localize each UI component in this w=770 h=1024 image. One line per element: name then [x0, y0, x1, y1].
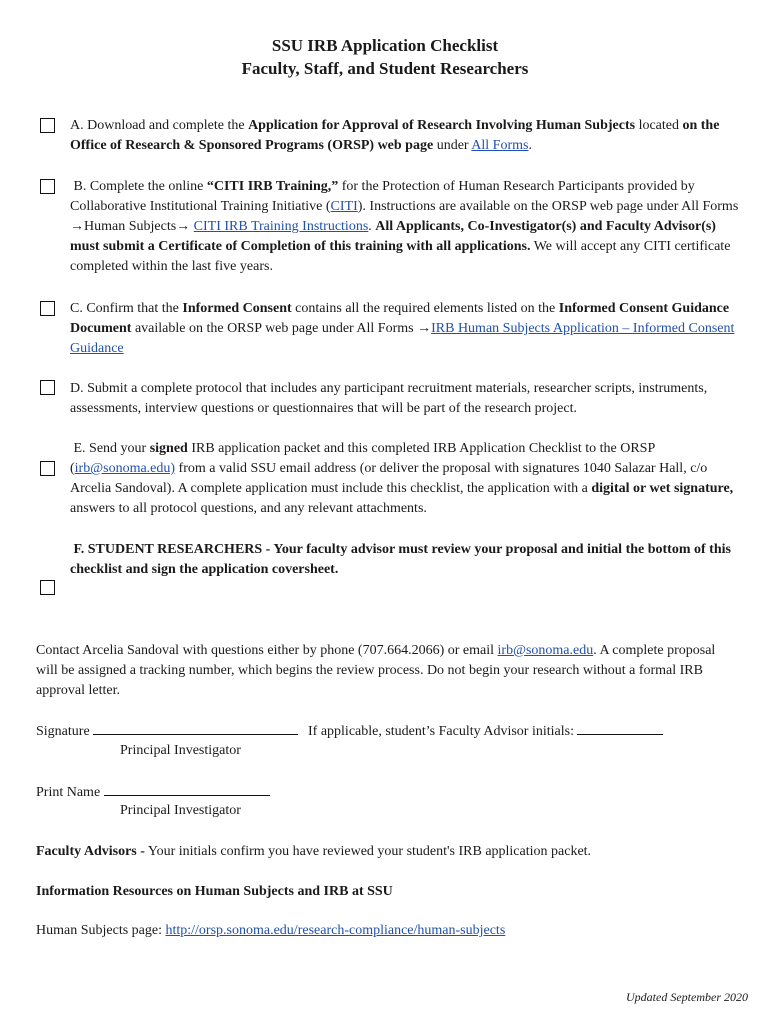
signature-line[interactable] [93, 720, 298, 735]
checklist-item-d [70, 379, 742, 419]
all-forms-link[interactable]: All Forms [471, 138, 529, 153]
print-name-line[interactable] [104, 781, 270, 796]
checkbox-b[interactable] [40, 179, 55, 194]
signature-row [36, 720, 298, 742]
page-title: SSU IRB Application Checklist [271, 36, 499, 55]
faculty-advisors-note [36, 842, 736, 862]
faculty-advisors-label: Faculty Advisors - [36, 844, 145, 859]
updated-date: Updated September 2020 [626, 990, 748, 1004]
page-subtitle: Faculty, Staff, and Student Researchers [241, 59, 529, 78]
signature-caption: Principal Investigator [120, 743, 241, 758]
item-a-orsp-location: on the Office of Research & Sponsored Programs (ORSP) web page [70, 118, 720, 153]
item-b-text-5: We will accept any CITI certificate completed within the last five years. [70, 239, 731, 274]
item-a-text-2: located [635, 118, 683, 133]
checklist-item-c [70, 299, 742, 359]
item-e-text-4: answers to all protocol questions, and any relevant attachments. [70, 501, 427, 516]
human-subjects-label: Human Subjects page: [36, 923, 166, 938]
contact-text: Contact Arcelia Sandoval with questions either by phone (707.664.2066) or email [36, 643, 498, 658]
item-e-text-3: from a valid SSU email address (or deliver the proposal with signatures 1040 Salazar Hall, c/o Arcelia Sandoval). A complete application must include this checklist, the application with a [70, 461, 708, 496]
advisor-initials-line[interactable] [577, 720, 663, 735]
checkbox-c[interactable] [40, 301, 55, 316]
item-c-text-2: contains all the required elements listed on the [291, 301, 559, 316]
checkbox-d[interactable] [40, 380, 55, 395]
print-name-label: Print Name [36, 785, 101, 800]
resources-heading: Information Resources on Human Subjects and IRB at SSU [36, 884, 393, 899]
item-a-text-4: . [528, 138, 532, 153]
signature-label: Signature [36, 724, 90, 739]
print-name-row [36, 781, 270, 803]
checkbox-e[interactable] [40, 461, 55, 476]
citi-instructions-link[interactable]: CITI IRB Training Instructions [193, 219, 369, 234]
item-b-text-4: . [368, 219, 376, 234]
item-a-application-title: Application for Approval of Research Involving Human Subjects [248, 118, 636, 133]
checkbox-a[interactable] [40, 118, 55, 133]
advisor-initials-row [308, 720, 663, 742]
faculty-advisors-text: Your initials confirm you have reviewed your student's IRB application packet. [144, 844, 592, 859]
advisor-initials-label: If applicable, student’s Faculty Advisor initials: [308, 724, 574, 739]
print-name-caption: Principal Investigator [120, 803, 241, 818]
item-b-text-3: ). Instructions are available on the ORSP web page under All Forms →Human Subjects→ [70, 199, 739, 234]
item-b-text-2: for the Protection of Human Research Participants provided by Collaborative Institutional Training Initiative ( [70, 179, 695, 214]
human-subjects-link[interactable]: http://orsp.sonoma.edu/research-compliance/human-subjects [165, 923, 506, 938]
item-a-text: A. Download and complete the [70, 118, 249, 133]
item-c-text-3: available on the ORSP web page under All Forms → [131, 321, 432, 336]
citi-link[interactable]: CITI [330, 199, 358, 214]
checklist-item-e [70, 439, 742, 519]
item-b-citi-title: “CITI IRB Training,” [206, 179, 339, 194]
checkbox-f[interactable] [40, 580, 55, 595]
informed-consent-guidance-link[interactable]: IRB Human Subjects Application – Informed Consent Guidance [70, 321, 735, 356]
item-a-text-3: under [433, 138, 472, 153]
item-c-informed-consent: Informed Consent [182, 301, 292, 316]
irb-email-link[interactable]: irb@sonoma.edu) [74, 461, 176, 476]
item-e-text: E. Send your [73, 441, 150, 456]
item-c-guidance-document: Informed Consent Guidance Document [70, 301, 730, 336]
contact-text-2: . A complete proposal will be assigned a tracking number, which begins the review process. Do not begin your research without a formal IRB approval letter. [36, 643, 716, 698]
item-b-text: B. Complete the online [73, 179, 207, 194]
human-subjects-row [36, 921, 736, 941]
item-e-signature-type: digital or wet signature, [591, 481, 734, 496]
item-b-certificate-requirement: All Applicants, Co-Investigator(s) and Faculty Advisor(s) must submit a Certificate of Completion of this training with all applications. [70, 219, 716, 254]
item-e-text-2: IRB application packet and this completed IRB Application Checklist to the ORSP ( [70, 441, 655, 476]
item-e-signed: signed [149, 441, 188, 456]
item-f-text: F. STUDENT RESEARCHERS - Your faculty advisor must review your proposal and initial the bottom of this checklist and sign the application coversheet. [70, 542, 731, 577]
item-d-text: D. Submit a complete protocol that includes any participant recruitment materials, researcher scripts, instruments, assessments, interview questions or questionnaires that will be part of the research project. [70, 381, 708, 416]
checklist-item-f [70, 540, 742, 580]
item-c-text: C. Confirm that the [70, 301, 183, 316]
checklist-item-a [70, 116, 742, 156]
contact-paragraph [36, 641, 736, 701]
checklist-item-b [70, 177, 742, 277]
contact-email-link[interactable]: irb@sonoma.edu [497, 643, 594, 658]
